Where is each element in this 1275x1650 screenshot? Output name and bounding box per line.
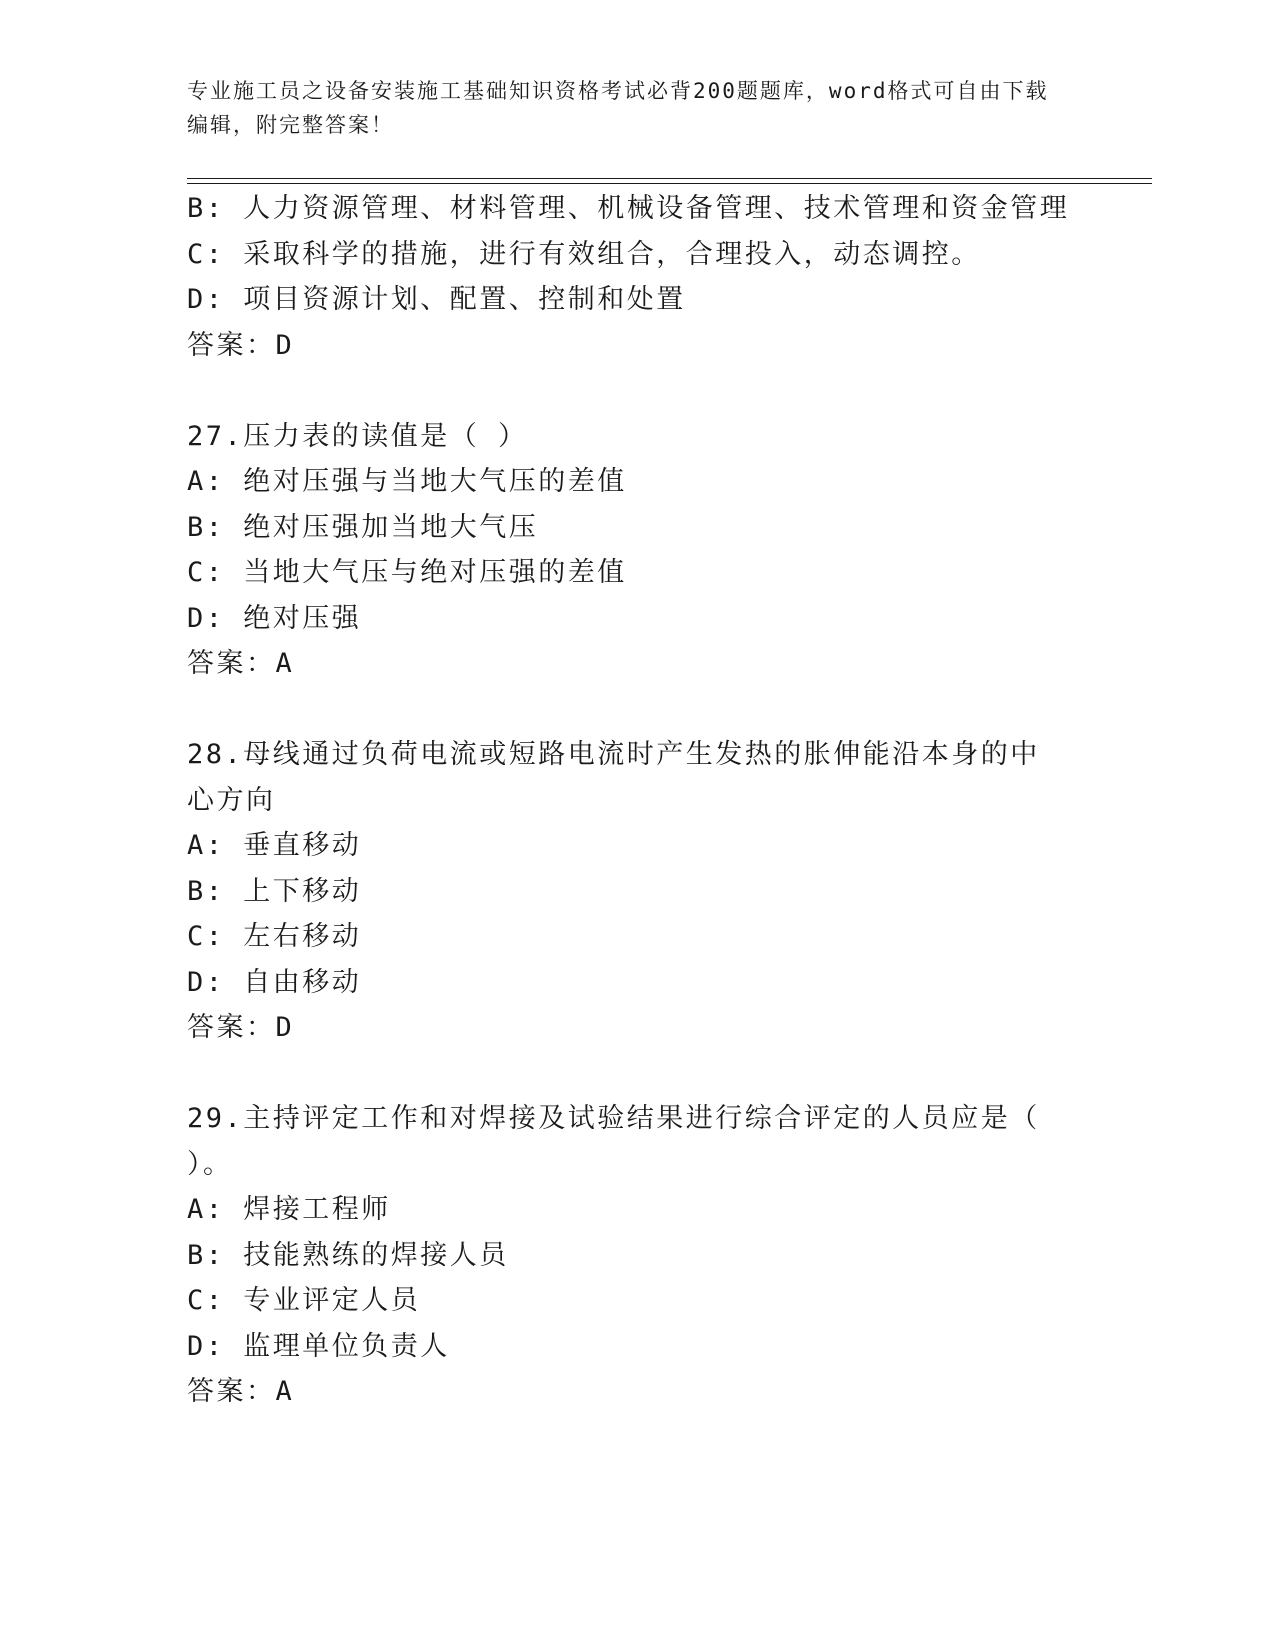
answer: 答案：A bbox=[187, 1376, 295, 1407]
option-a: A: 焊接工程师 bbox=[187, 1194, 391, 1225]
answer: 答案：A bbox=[187, 648, 295, 679]
header-divider bbox=[187, 178, 1152, 179]
option-c: C: 左右移动 bbox=[187, 921, 362, 952]
question-27 bbox=[187, 414, 1087, 687]
question-26-continued bbox=[187, 186, 1087, 368]
answer: 答案：D bbox=[187, 1012, 295, 1043]
question-29 bbox=[187, 1096, 1087, 1415]
option-d: D: 绝对压强 bbox=[187, 602, 362, 634]
option-c: C: 采取科学的措施，进行有效组合，合理投入，动态调控。 bbox=[187, 238, 981, 270]
question-text: 27.压力表的读值是（ ） bbox=[187, 420, 528, 452]
option-b: B: 技能熟练的焊接人员 bbox=[187, 1239, 509, 1271]
option-c: C: 当地大气压与绝对压强的差值 bbox=[187, 557, 627, 588]
option-b: B: 人力资源管理、材料管理、机械设备管理、技术管理和资金管理 bbox=[187, 193, 1070, 224]
option-d: D: 监理单位负责人 bbox=[187, 1330, 450, 1362]
option-b: B: 上下移动 bbox=[187, 875, 362, 907]
option-d: D: 自由移动 bbox=[187, 966, 362, 998]
option-d: D: 项目资源计划、配置、控制和处置 bbox=[187, 284, 686, 315]
question-text: 29.主持评定工作和对焊接及试验结果进行综合评定的人员应是（ ）。 bbox=[187, 1103, 1040, 1180]
header-divider bbox=[187, 183, 1152, 184]
option-c: C: 专业评定人员 bbox=[187, 1285, 421, 1316]
option-b: B: 绝对压强加当地大气压 bbox=[187, 511, 539, 543]
question-28 bbox=[187, 732, 1087, 1051]
option-a: A: 垂直移动 bbox=[187, 830, 362, 861]
document-header: 专业施工员之设备安装施工基础知识资格考试必背200题题库，word格式可自由下载编辑，附完整答案！ bbox=[187, 79, 1049, 137]
option-a: A: 绝对压强与当地大气压的差值 bbox=[187, 466, 627, 497]
answer: 答案：D bbox=[187, 329, 295, 361]
question-list bbox=[187, 186, 1087, 1415]
question-text: 28.母线通过负荷电流或短路电流时产生发热的胀伸能沿本身的中心方向 bbox=[187, 739, 1040, 816]
